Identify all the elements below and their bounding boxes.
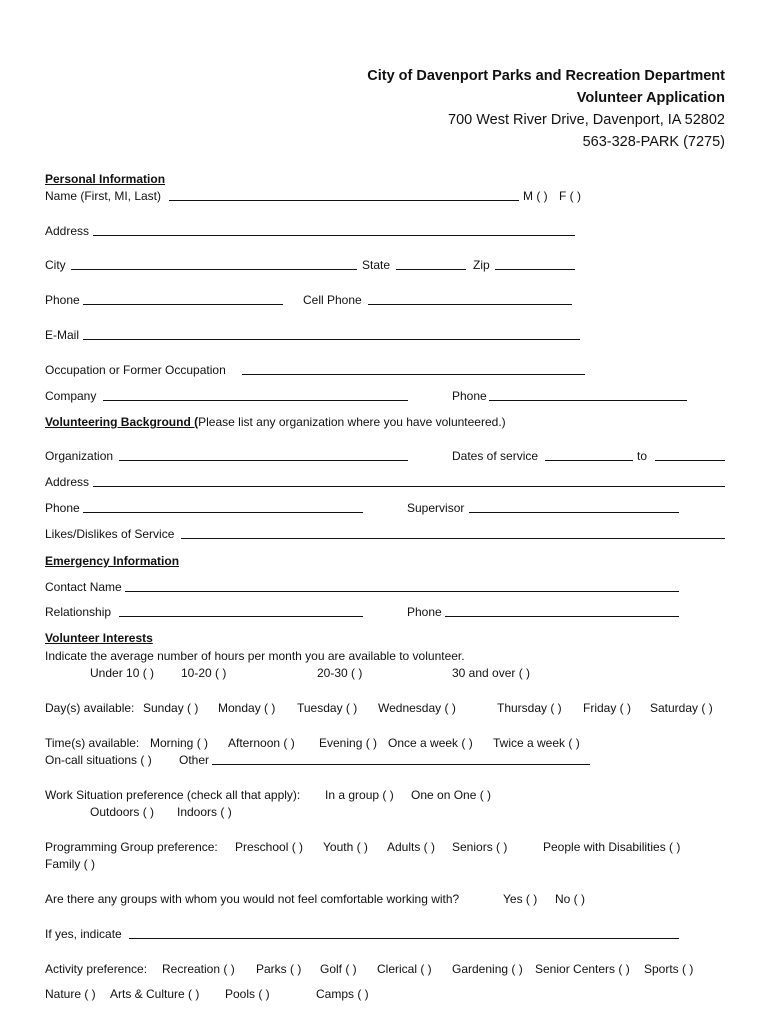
cell-phone-field[interactable] <box>368 293 572 305</box>
hours-30-over[interactable]: 30 and over ( ) <box>452 666 531 680</box>
phone-label: Phone <box>45 293 80 307</box>
org-phone: 563-328-PARK (7275) <box>582 134 725 150</box>
supervisor-field[interactable] <box>469 501 679 513</box>
time-afternoon[interactable]: Afternoon ( ) <box>228 736 295 750</box>
day-sunday[interactable]: Sunday ( ) <box>143 701 199 715</box>
uncomfortable-row <box>45 892 725 906</box>
emergency-phone-label: Phone <box>407 605 442 619</box>
activity-recreation[interactable]: Recreation ( ) <box>162 962 235 976</box>
contact-row <box>45 580 725 594</box>
organization-label: Organization <box>45 449 114 463</box>
address-row <box>45 224 725 238</box>
company-row <box>45 389 725 403</box>
likes-field[interactable] <box>181 527 725 539</box>
program-row <box>45 840 725 854</box>
bg-phone-row <box>45 501 725 515</box>
activity-arts-culture[interactable]: Arts & Culture ( ) <box>110 987 200 1001</box>
uncomfortable-yes[interactable]: Yes ( ) <box>503 892 538 906</box>
time-evening[interactable]: Evening ( ) <box>319 736 378 750</box>
program-family[interactable]: Family ( ) <box>45 857 95 871</box>
activity-label: Activity preference: <box>45 962 148 976</box>
background-heading-row <box>45 415 506 429</box>
address-label: Address <box>45 224 90 238</box>
form-title: Volunteer Application <box>576 90 725 106</box>
occupation-field[interactable] <box>242 363 585 375</box>
time-twice-a-week[interactable]: Twice a week ( ) <box>493 736 580 750</box>
work-indoors[interactable]: Indoors ( ) <box>177 805 232 819</box>
personal-info-heading: Personal Information <box>45 172 166 186</box>
city-label: City <box>45 258 66 272</box>
day-thursday[interactable]: Thursday ( ) <box>497 701 562 715</box>
days-row <box>45 701 725 715</box>
dates-to-label: to <box>637 449 648 463</box>
ifyes-label: If yes, indicate <box>45 927 122 941</box>
time-once-a-week[interactable]: Once a week ( ) <box>388 736 473 750</box>
phone-row <box>45 293 725 307</box>
bg-address-label: Address <box>45 475 90 489</box>
email-label: E-Mail <box>45 328 80 342</box>
likes-row <box>45 527 725 541</box>
company-phone-field[interactable] <box>489 389 687 401</box>
bg-phone-label: Phone <box>45 501 80 515</box>
company-phone-label: Phone <box>452 389 487 403</box>
contact-name-label: Contact Name <box>45 580 122 594</box>
other-label: Other <box>179 753 210 767</box>
phone-field[interactable] <box>83 293 283 305</box>
day-saturday[interactable]: Saturday ( ) <box>650 701 713 715</box>
dates-from-field[interactable] <box>545 449 633 461</box>
activity-golf[interactable]: Golf ( ) <box>320 962 357 976</box>
org-address: 700 West River Drive, Davenport, IA 52802 <box>448 112 725 128</box>
other-field[interactable] <box>212 753 590 765</box>
interests-heading: Volunteer Interests <box>45 631 153 645</box>
oncall-checkbox[interactable]: On-call situations ( ) <box>45 753 152 767</box>
uncomfortable-question: Are there any groups with whom you would not feel comfortable working with? <box>45 892 460 906</box>
email-row <box>45 328 725 342</box>
ifyes-row <box>45 927 725 941</box>
day-wednesday[interactable]: Wednesday ( ) <box>378 701 456 715</box>
emergency-phone-field[interactable] <box>445 605 679 617</box>
work-in-group[interactable]: In a group ( ) <box>325 788 394 802</box>
activity-nature[interactable]: Nature ( ) <box>45 987 96 1001</box>
bg-phone-field[interactable] <box>83 501 363 513</box>
emergency-heading: Emergency Information <box>45 554 180 568</box>
program-label: Programming Group preference: <box>45 840 218 854</box>
times-row <box>45 736 725 750</box>
hours-20-30[interactable]: 20-30 ( ) <box>317 666 363 680</box>
day-tuesday[interactable]: Tuesday ( ) <box>297 701 358 715</box>
city-field[interactable] <box>71 258 357 270</box>
program-seniors[interactable]: Seniors ( ) <box>452 840 508 854</box>
work-row-2 <box>45 805 725 819</box>
city-row <box>45 258 725 272</box>
organization-field[interactable] <box>119 449 408 461</box>
likes-label: Likes/Dislikes of Service <box>45 527 175 541</box>
activity-gardening[interactable]: Gardening ( ) <box>452 962 523 976</box>
background-heading: Volunteering Background ( <box>45 415 199 429</box>
program-youth[interactable]: Youth ( ) <box>323 840 368 854</box>
zip-label: Zip <box>473 258 490 272</box>
name-label: Name (First, MI, Last) <box>45 189 162 203</box>
relationship-row <box>45 605 725 619</box>
occupation-label: Occupation or Former Occupation <box>45 363 226 377</box>
company-field[interactable] <box>103 389 408 401</box>
zip-field[interactable] <box>495 258 575 270</box>
work-one-on-one[interactable]: One on One ( ) <box>411 788 492 802</box>
program-adults[interactable]: Adults ( ) <box>387 840 436 854</box>
uncomfortable-no[interactable]: No ( ) <box>555 892 585 906</box>
occupation-row <box>45 363 725 377</box>
state-label: State <box>362 258 391 272</box>
days-label: Day(s) available: <box>45 701 135 715</box>
time-morning[interactable]: Morning ( ) <box>150 736 209 750</box>
activity-clerical[interactable]: Clerical ( ) <box>377 962 432 976</box>
contact-name-field[interactable] <box>125 580 679 592</box>
gender-f-checkbox[interactable]: F ( ) <box>559 189 581 203</box>
name-field[interactable] <box>169 189 519 201</box>
email-field[interactable] <box>83 328 580 340</box>
activity-row <box>45 962 725 976</box>
program-preschool[interactable]: Preschool ( ) <box>235 840 304 854</box>
name-row <box>45 189 725 203</box>
gender-m-checkbox[interactable]: M ( ) <box>523 189 548 203</box>
dates-to-field[interactable] <box>655 449 725 461</box>
background-note: Please list any organization where you have volunteered.) <box>198 415 506 429</box>
org-name: City of Davenport Parks and Recreation Department <box>367 68 725 84</box>
hours-row <box>45 666 725 680</box>
activity-senior-centers[interactable]: Senior Centers ( ) <box>535 962 630 976</box>
state-field[interactable] <box>396 258 466 270</box>
activity-row-2 <box>45 987 725 1001</box>
organization-row <box>45 449 725 463</box>
bg-address-field[interactable] <box>93 475 725 487</box>
hours-prompt: Indicate the average number of hours per month you are available to volunteer. <box>45 649 465 663</box>
address-field[interactable] <box>93 224 575 236</box>
activity-camps[interactable]: Camps ( ) <box>316 987 369 1001</box>
activity-pools[interactable]: Pools ( ) <box>225 987 270 1001</box>
day-monday[interactable]: Monday ( ) <box>218 701 276 715</box>
company-label: Company <box>45 389 97 403</box>
hours-under-10[interactable]: Under 10 ( ) <box>90 666 155 680</box>
dates-of-service-label: Dates of service <box>452 449 539 463</box>
oncall-row <box>45 753 725 767</box>
program-disabilities[interactable]: People with Disabilities ( ) <box>543 840 681 854</box>
work-row <box>45 788 725 802</box>
activity-sports[interactable]: Sports ( ) <box>644 962 694 976</box>
work-label: Work Situation preference (check all that apply): <box>45 788 301 802</box>
supervisor-label: Supervisor <box>407 501 465 515</box>
cell-phone-label: Cell Phone <box>303 293 362 307</box>
times-label: Time(s) available: <box>45 736 140 750</box>
hours-10-20[interactable]: 10-20 ( ) <box>181 666 227 680</box>
activity-parks[interactable]: Parks ( ) <box>256 962 302 976</box>
ifyes-field[interactable] <box>129 927 679 939</box>
bg-address-row <box>45 475 725 489</box>
work-outdoors[interactable]: Outdoors ( ) <box>90 805 155 819</box>
day-friday[interactable]: Friday ( ) <box>583 701 631 715</box>
relationship-field[interactable] <box>119 605 363 617</box>
relationship-label: Relationship <box>45 605 112 619</box>
